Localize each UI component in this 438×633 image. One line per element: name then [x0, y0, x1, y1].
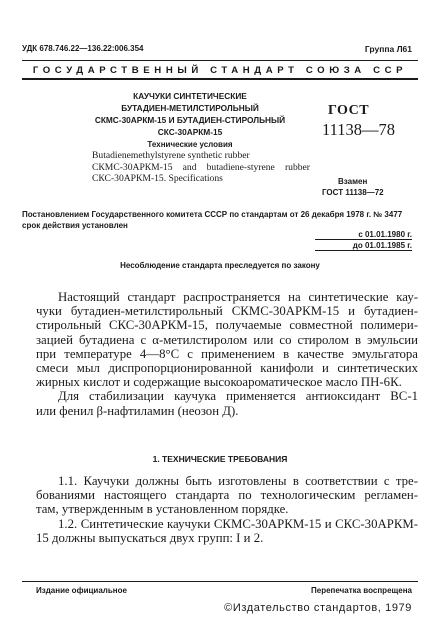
violation-notice: Несоблюдение стандарта преследуется по закону [120, 261, 320, 270]
section-line: 15 должны выпускаться двух групп: I и 2. [36, 530, 264, 545]
intro-line: Для стабилизации каучука применяется антиоксидант ВС-1 [58, 389, 418, 404]
reprint-note: Перепечатка воспрещена [311, 586, 412, 595]
copyright-note: ©Издательство стандартов, 1979 [224, 602, 412, 614]
section-line: 1.1. Каучуки должны быть изготовлены в соответствии с тре- [58, 474, 418, 488]
replaces-number: ГОСТ 11138—72 [322, 188, 384, 197]
decree-text: Постановлением Государственного комитета СССР по стандартам от 26 декабря 1978 г. № 3477 срок действия установлен [22, 210, 403, 230]
valid-to-underline [315, 250, 412, 251]
valid-from: с 01.01.1980 г. [358, 230, 412, 239]
intro-line: стирольный СКС-30АРКМ-15, получаемые совместной полимери- [36, 318, 418, 333]
footer-rule [22, 581, 418, 582]
title-subtitle: Технические условия [147, 140, 233, 149]
english-title [92, 150, 310, 185]
intro-line: при температуре 4—8°С с применением в качестве эмульгатора [36, 346, 418, 361]
top-rule-thick [22, 78, 418, 80]
section-line: 1.2. Синтетические каучуки СКМС-30АРКМ-15 и СКС-30АРКМ- [58, 516, 418, 531]
section-1-body [36, 474, 418, 545]
replaces-label: Взамен [338, 177, 368, 186]
section-line: там, утвержденным в установленном порядке. [36, 502, 289, 517]
intro-line: чуки бутадиен-метилстирольный СКМС-30АРКМ-15 и бутадиен- [36, 304, 418, 319]
udk-code: УДК 678.746.22—136.22:006.354 [22, 44, 144, 53]
intro-line: Настоящий стандарт распространяется на синтетические кау- [58, 290, 418, 304]
title-line: КАУЧУКИ СИНТЕТИЧЕСКИЕ [133, 91, 247, 101]
section-heading: 1. ТЕХНИЧЕСКИЕ ТРЕБОВАНИЯ [152, 454, 288, 464]
gost-number: 11138—78 [322, 120, 396, 139]
intro-line: жирных кислот и содержащие высокоароматическое масло ПН-6К. [36, 375, 402, 390]
valid-from-underline [315, 239, 412, 240]
english-title-line: Butadienemethylstyrene synthetic rubber [92, 150, 250, 161]
gost-label: ГОСТ [328, 103, 370, 118]
english-title-line: СКМС-30АРКМ-15 and butadiene-styrene rubber [92, 161, 310, 173]
title-block [70, 90, 310, 149]
english-title-line: СКС-30АРКМ-15. Specifications [92, 173, 223, 184]
top-rule-thin [22, 60, 418, 61]
valid-to: до 01.01.1985 г. [352, 241, 412, 250]
title-line: БУТАДИЕН-МЕТИЛСТИРОЛЬНЫЙ [121, 103, 259, 113]
edition-note: Издание официальное [36, 586, 127, 595]
intro-line: или фенил β-нафтиламин (неозон Д). [36, 403, 239, 418]
section-line: бованиями настоящего стандарта по технологическим регламен- [36, 488, 418, 503]
standard-type-banner: ГОСУДАРСТВЕННЫЙ СТАНДАРТ СОЮЗА ССР [32, 65, 408, 76]
intro-line: смеси мыл диспропорционированной канифоли и синтетических [36, 361, 418, 376]
group-code: Группа Л61 [364, 44, 412, 54]
intro-paragraph [36, 290, 418, 418]
title-line: СКМС-30АРКМ-15 И БУТАДИЕН-СТИРОЛЬНЫЙ [94, 115, 286, 125]
title-line: СКС-30АРКМ-15 [157, 127, 223, 137]
intro-line: зацией бутадиена с α-метилстиролом или со стиролом в эмульсии [36, 332, 418, 347]
